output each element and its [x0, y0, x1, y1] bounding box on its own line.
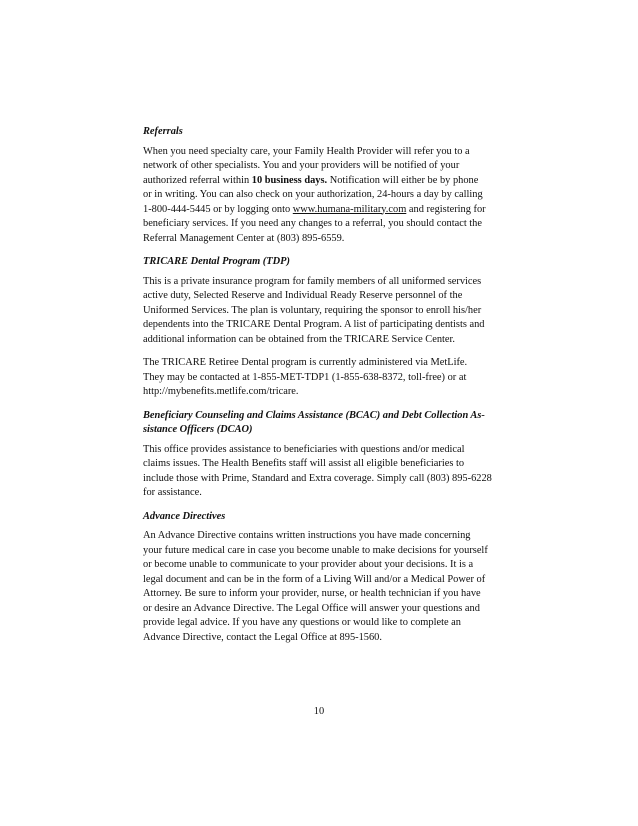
text-line: legal document and can be in the form of a Living Will and/or a Medical Power of — [143, 573, 486, 585]
text-line — [143, 174, 495, 189]
text-line: network of other specialists. You and your providers will be notified of your — [143, 160, 460, 171]
text-line: include those with Prime, Standard and Extra coverage. Simply call (803) 895-6228 — [143, 472, 492, 484]
text-line: An Advance Directive contains written instructions you have made concerning — [143, 530, 471, 541]
text-line: additional information can be obtained from the TRICARE Service Center. — [143, 333, 456, 345]
text-line: claims issues. The Health Benefits staff will assist all eligible beneficiaries to — [143, 458, 465, 469]
bcac-paragraph — [143, 443, 495, 501]
referrals-heading: Referrals — [143, 126, 183, 137]
text-line — [143, 203, 495, 218]
text-line: When you need specialty care, your Family Health Provider will refer you to a — [143, 145, 470, 157]
text-line: This is a private insurance program for family members of all uniformed services — [143, 275, 482, 287]
tdp-paragraph-1 — [143, 275, 495, 348]
text-run: authorized referral within — [143, 174, 252, 186]
tdp-paragraph-2 — [143, 356, 495, 400]
advance-directives-heading: Advance Directives — [143, 510, 226, 522]
text-line: beneficiary services. If you need any changes to a referral, you should contact the — [143, 218, 482, 229]
referrals-paragraph — [143, 145, 495, 247]
heading-line: sistance Officers (DCAO) — [143, 424, 253, 435]
text-line: http://mybenefits.metlife.com/tricare. — [143, 386, 299, 397]
text-line: Attorney. Be sure to inform your provider, nurse, or health technician if you have — [143, 588, 481, 599]
text-line: The TRICARE Retiree Dental program is currently administered via MetLife. — [143, 357, 468, 368]
heading-line: Beneficiary Counseling and Claims Assistance (BCAC) and Debt Collection As- — [143, 409, 485, 421]
text-line: or in writing. You can also check on your authorization, 24-hours a day by calling — [143, 189, 483, 200]
page-content — [143, 125, 495, 654]
text-run: and registering for — [406, 203, 486, 215]
text-line: Uniformed Services. The plan is voluntary, requiring the sponsor to enroll his/her — [143, 304, 482, 316]
text-line: for assistance. — [143, 487, 202, 498]
text-line: Referral Management Center at (803) 895-6559. — [143, 232, 345, 244]
humana-military-link[interactable]: www.humana-military.com — [292, 203, 407, 215]
tdp-heading: TRICARE Dental Program (TDP) — [143, 256, 290, 267]
text-line: They may be contacted at 1-855-MET-TDP1 (1-855-638-8372, toll-free) or at — [143, 371, 467, 383]
text-line: your future medical care in case you become unable to make decisions for yourself — [143, 544, 488, 556]
text-run: 1-800-444-5445 or by logging onto — [143, 203, 293, 215]
text-run: Notification will either be by phone — [327, 174, 479, 186]
text-line: Advance Directive, contact the Legal Office at 895-1560. — [143, 631, 382, 643]
text-line: dependents into the TRICARE Dental Program. A list of participating dentists and — [143, 319, 485, 330]
page-number: 10 — [313, 706, 325, 717]
text-line: provide legal advice. If you have any questions or would like to complete an — [143, 617, 461, 628]
bcac-heading — [143, 409, 495, 438]
bold-text: 10 business days. — [251, 174, 328, 186]
text-line: This office provides assistance to beneficiaries with questions and/or medical — [143, 443, 465, 455]
text-line: or become unable to communicate to your provider about your decisions. It is a — [143, 559, 474, 570]
text-line: or desire an Advance Directive. The Legal Office will answer your questions and — [143, 602, 480, 614]
advance-directives-paragraph — [143, 529, 495, 645]
text-line: active duty, Selected Reserve and Individual Ready Reserve personnel of the — [143, 290, 463, 301]
